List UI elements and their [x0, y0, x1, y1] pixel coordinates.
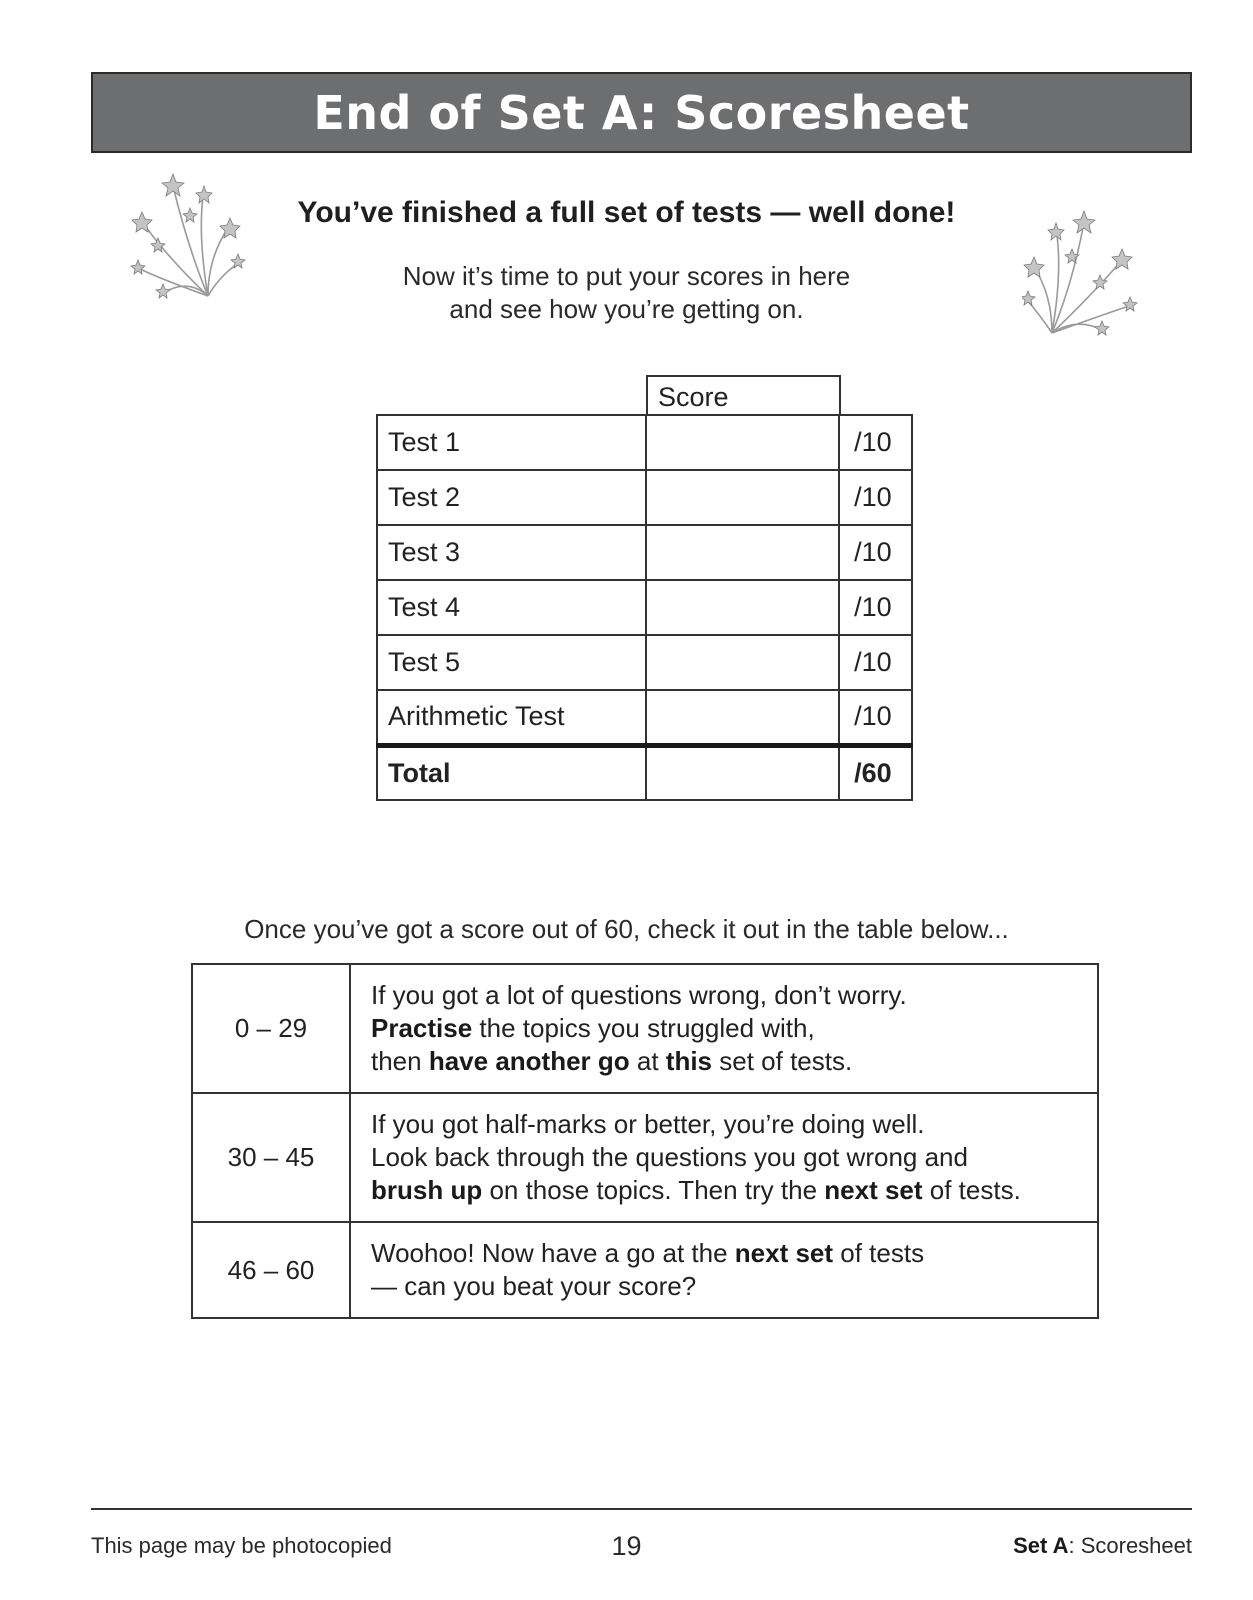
band-emphasis: next set — [824, 1175, 923, 1205]
footer-divider — [91, 1508, 1192, 1510]
score-bands-table — [191, 963, 1099, 1319]
band-line — [371, 1012, 1077, 1045]
band-line: If you got a lot of questions wrong, don’t worry. — [371, 980, 907, 1010]
row-label: Test 1 — [377, 415, 646, 470]
max-cell: /10 — [839, 690, 912, 745]
score-cell[interactable] — [646, 635, 839, 690]
band-line: — can you beat your score? — [371, 1271, 697, 1301]
total-label: Total — [377, 745, 646, 800]
row-label: Test 4 — [377, 580, 646, 635]
score-cell[interactable] — [646, 580, 839, 635]
band-emphasis: this — [665, 1046, 713, 1076]
page-title: End of Set A: Scoresheet — [313, 85, 970, 140]
max-cell: /10 — [839, 635, 912, 690]
page-number: 19 — [611, 1531, 642, 1561]
table-row — [377, 690, 912, 745]
title-banner — [91, 72, 1192, 153]
band-text: of tests. — [922, 1175, 1021, 1205]
band-text: the topics you struggled with, — [472, 1013, 815, 1043]
table-row — [192, 964, 1098, 1093]
band-range: 0 – 29 — [192, 964, 350, 1093]
band-emphasis: have another go — [428, 1046, 630, 1076]
table-row — [192, 1093, 1098, 1222]
row-label: Arithmetic Test — [377, 690, 646, 745]
total-max-cell: /60 — [839, 745, 912, 800]
max-cell: /10 — [839, 470, 912, 525]
max-cell: /10 — [839, 525, 912, 580]
band-text: set of tests. — [712, 1046, 853, 1076]
band-line — [371, 1174, 1077, 1207]
band-text: at — [629, 1046, 666, 1076]
max-cell: /10 — [839, 580, 912, 635]
band-line: If you got half-marks or better, you’re doing well. — [371, 1109, 925, 1139]
footer-section-label — [1013, 1533, 1192, 1559]
row-label: Test 3 — [377, 525, 646, 580]
band-line — [371, 1237, 1077, 1270]
total-score-cell[interactable] — [646, 745, 839, 800]
table-row — [377, 525, 912, 580]
table-row — [377, 415, 912, 470]
table-row — [377, 470, 912, 525]
row-label: Test 2 — [377, 470, 646, 525]
band-text: Woohoo! Now have a go at the — [371, 1238, 735, 1268]
band-range: 46 – 60 — [192, 1222, 350, 1318]
band-range: 30 – 45 — [192, 1093, 350, 1222]
band-description — [350, 1222, 1098, 1318]
band-description — [350, 1093, 1098, 1222]
band-emphasis: next set — [734, 1238, 834, 1268]
score-column-header: Score — [646, 375, 841, 415]
band-text: of tests — [833, 1238, 925, 1268]
band-line: Look back through the questions you got wrong and — [371, 1142, 968, 1172]
intro-text — [0, 260, 1253, 326]
footer-set-label: Set A — [1013, 1533, 1069, 1558]
bands-lead-in: Once you’ve got a score out of 60, check it out in the table below... — [244, 914, 1009, 944]
table-row — [377, 580, 912, 635]
row-label: Test 5 — [377, 635, 646, 690]
total-row — [377, 745, 912, 800]
band-text: on those topics. Then try the — [482, 1175, 825, 1205]
score-table — [376, 414, 913, 801]
band-description — [350, 964, 1098, 1093]
table-row — [377, 635, 912, 690]
footer-section-text: : Scoresheet — [1068, 1533, 1192, 1558]
score-cell[interactable] — [646, 690, 839, 745]
band-emphasis: brush up — [371, 1175, 483, 1205]
intro-line-1: Now it’s time to put your scores in here — [402, 261, 851, 291]
footer-photocopy-note: This page may be photocopied — [91, 1533, 392, 1558]
headline: You’ve finished a full set of tests — well done! — [297, 196, 956, 229]
score-cell[interactable] — [646, 470, 839, 525]
table-row — [192, 1222, 1098, 1318]
max-cell: /10 — [839, 415, 912, 470]
band-emphasis: Practise — [371, 1013, 473, 1043]
band-line — [371, 1045, 1077, 1078]
score-cell[interactable] — [646, 525, 839, 580]
intro-line-2: and see how you’re getting on. — [449, 294, 804, 324]
band-text: then — [371, 1046, 429, 1076]
score-cell[interactable] — [646, 415, 839, 470]
